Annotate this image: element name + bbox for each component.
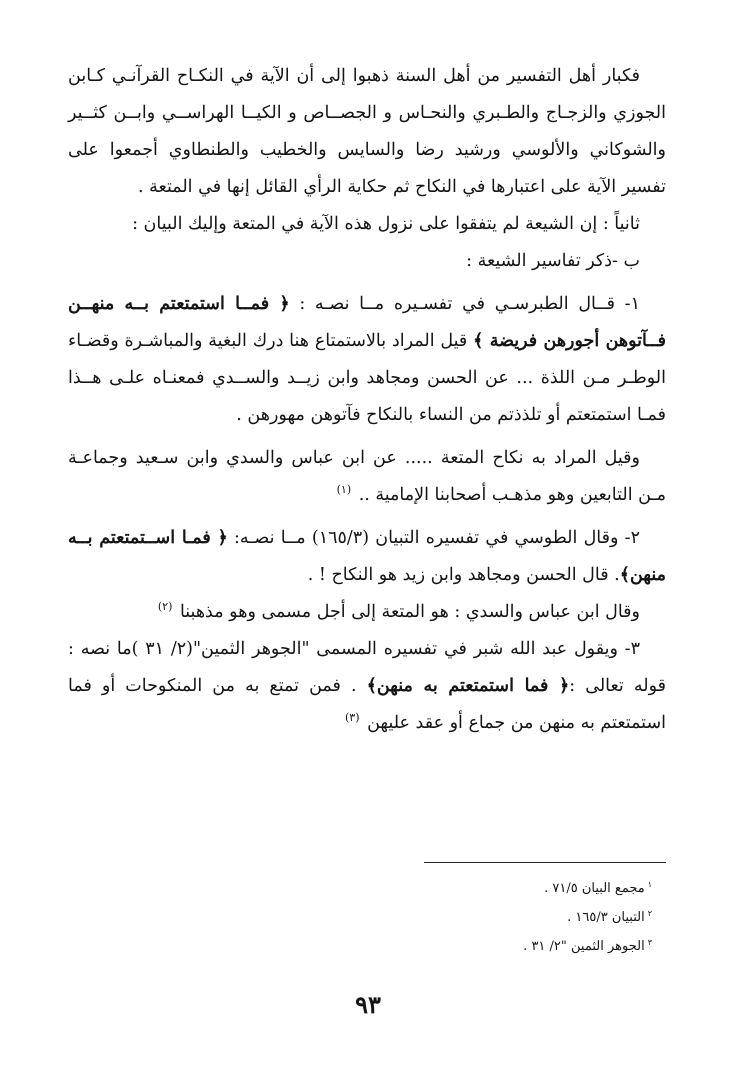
quran-quote-2: ﴿ فمـا اســتمتعتم بــه منهن﴾ <box>68 528 666 585</box>
footnote-ref-1: (١) <box>336 483 352 497</box>
quran-quote-3: ﴿ فما استمتعتم به منهن﴾ <box>366 676 570 696</box>
footnote-ref-3: (٣) <box>345 711 360 725</box>
footnote-3 <box>352 932 652 961</box>
paragraph-3-heading: ب -ذكر تفاسير الشيعة : <box>466 251 640 271</box>
quran-quote-1: ﴿ فمــا استمتعتم بــه منهــن فــآتوهن أجورهن فريضة ﴾ <box>68 294 666 351</box>
main-text <box>68 58 666 742</box>
paragraph-4-intro: ١- قــال الطبرسـي في تفسـيره مــا نصـه : <box>289 294 640 314</box>
footnote-2 <box>352 903 652 932</box>
paragraph-6-intro: ٢- وقال الطوسي في تفسيره التبيان (١٦٥/٣) مــا نصـه: <box>227 528 640 548</box>
footnote-3-number: ٣ <box>647 937 652 947</box>
footnote-1-text: مجمع البيان ٧١/٥ . <box>544 881 645 896</box>
paragraph-2: ثانياً : إن الشيعة لم يتفقوا على نزول هذه الآية في المتعة وإليك البيان : <box>132 214 640 234</box>
paragraph-8-rest: . فمن تمتع به من المنكوحات أو فما استمتعتم به منهن من جماع أو عقد عليهن <box>68 676 666 733</box>
paragraph-8 <box>68 631 666 742</box>
paragraph-7 <box>68 594 666 631</box>
paragraph-5-text: وقيل المراد به نكاح المتعة ..... عن ابن عباس والسدي وابن سـعيد وجماعـة مـن التابعين وهو مذهـب أصحابنا الإمامية .. <box>68 448 666 505</box>
footnotes <box>352 874 652 961</box>
paragraph-7-text: وقال ابن عباس والسدي : هو المتعة إلى أجل مسمى وهو مذهبنا <box>174 602 640 622</box>
footnote-1 <box>352 874 652 903</box>
page-number: ٩٣ <box>355 990 381 1019</box>
footnote-divider <box>424 862 666 863</box>
paragraph-8-intro: ٣- ويقول عبد الله شبر في تفسيره المسمى "الجوهر الثمين"(٢/ ٣١ )ما نصه : قوله تعالى : <box>68 639 666 696</box>
paragraph-4-rest: قيل المراد بالاستمتاع هنا درك البغية والمباشـرة وقضـاء الوطـر مـن اللذة ... عن الحسن ومجاهد وابن زيــد والســدي فمعنـاه علـى هــذا فمـا استمتعتم أو تلذذتم من النساء بالنكاح فآتوهن مهورهن . <box>68 331 666 425</box>
footnote-3-text: الجوهر الثمين "٢/ ٣١ . <box>523 939 645 954</box>
footnote-ref-2: (٢) <box>157 600 173 614</box>
paragraph-4 <box>68 286 666 434</box>
paragraph-6 <box>68 520 666 594</box>
paragraph-5 <box>68 440 666 514</box>
footnote-1-number: ١ <box>647 879 652 889</box>
paragraph-6-rest: . قال الحسن ومجاهد وابن زيد هو النكاح ! . <box>307 565 620 585</box>
paragraph-1: فكبار أهل التفسير من أهل السنة ذهبوا إلى أن الآية في النكـاح القرآنـي كـابن الجوزي والزجـاج والطـبري والنحـاس و الجصــاص و الكيــا الهراســي وابــن كثــير والشوكاني والألوسي ورشيد رضا والسايس والخطيب والطنطاوي أجمعوا على تفسير الآية على اعتبارها في النكاح ثم حكاية الرأي القائل إنها في المتعة . <box>68 66 666 197</box>
footnote-2-number: ٢ <box>647 908 652 918</box>
footnote-2-text: التبيان ١٦٥/٣ . <box>567 910 645 925</box>
